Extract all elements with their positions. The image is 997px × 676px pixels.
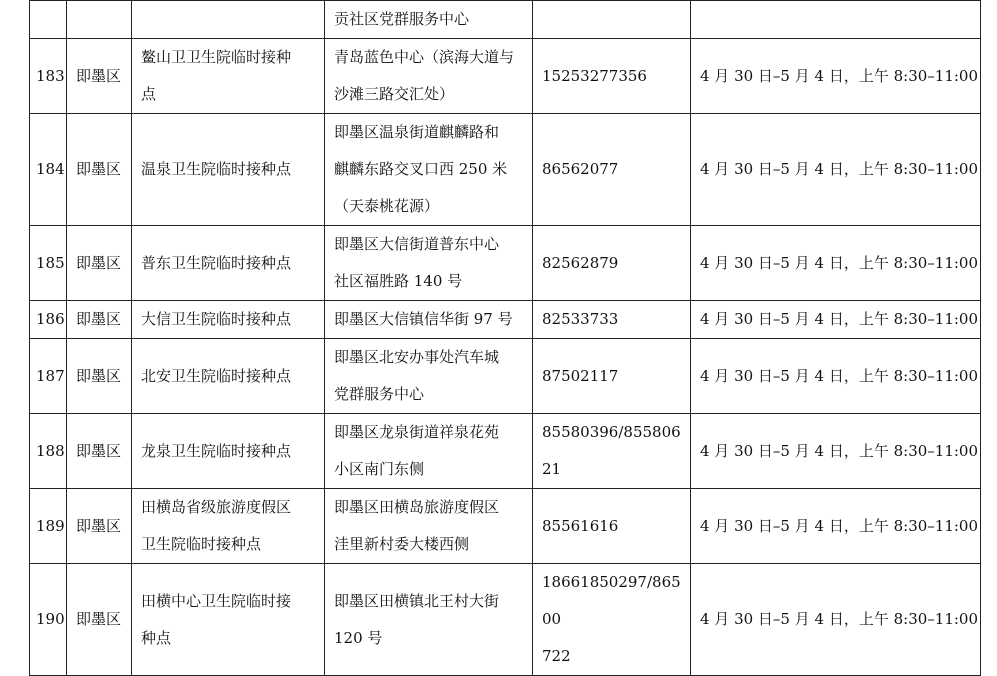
site-name-cell: 大信卫生院临时接种点 — [132, 301, 325, 339]
row-number: 183 — [30, 39, 67, 114]
site-name-cell: 温泉卫生院临时接种点 — [132, 114, 325, 226]
address-cell: 即墨区龙泉街道祥泉花苑 小区南门东侧 — [325, 414, 533, 489]
time-cell: 4 月 30 日–5 月 4 日，上午 8:30–11:00 — [691, 301, 981, 339]
row-number: 190 — [30, 564, 67, 676]
phone-cell: 87502117 — [533, 339, 691, 414]
district-cell: 即墨区 — [67, 339, 132, 414]
time-cell: 4 月 30 日–5 月 4 日，上午 8:30–11:00 — [691, 339, 981, 414]
address-cell: 即墨区田横岛旅游度假区 洼里新村委大楼西侧 — [325, 489, 533, 564]
time-cell: 4 月 30 日–5 月 4 日，上午 8:30–11:00 — [691, 226, 981, 301]
address-cell: 即墨区北安办事处汽车城 党群服务中心 — [325, 339, 533, 414]
address-cell: 即墨区温泉街道麒麟路和 麒麟东路交叉口西 250 米 （天泰桃花源） — [325, 114, 533, 226]
row-number: 189 — [30, 489, 67, 564]
table-row — [30, 339, 981, 414]
row-number: 185 — [30, 226, 67, 301]
row-number: 188 — [30, 414, 67, 489]
site-name-cell: 鳌山卫卫生院临时接种 点 — [132, 39, 325, 114]
address-cell: 即墨区大信镇信华街 97 号 — [325, 301, 533, 339]
district-cell: 即墨区 — [67, 489, 132, 564]
address-cell: 即墨区田横镇北王村大街 120 号 — [325, 564, 533, 676]
time-cell: 4 月 30 日–5 月 4 日，上午 8:30–11:00 — [691, 564, 981, 676]
site-name-cell: 田横中心卫生院临时接 种点 — [132, 564, 325, 676]
row-number — [30, 1, 67, 39]
row-number: 187 — [30, 339, 67, 414]
row-number: 186 — [30, 301, 67, 339]
site-name-cell — [132, 1, 325, 39]
phone-cell: 86562077 — [533, 114, 691, 226]
site-name-cell: 普东卫生院临时接种点 — [132, 226, 325, 301]
phone-cell: 85561616 — [533, 489, 691, 564]
site-name-cell: 北安卫生院临时接种点 — [132, 339, 325, 414]
district-cell: 即墨区 — [67, 564, 132, 676]
vaccination-sites-table — [29, 0, 981, 676]
table-row — [30, 414, 981, 489]
table-row — [30, 489, 981, 564]
row-number: 184 — [30, 114, 67, 226]
address-cell: 青岛蓝色中心（滨海大道与 沙滩三路交汇处） — [325, 39, 533, 114]
table-row — [30, 226, 981, 301]
district-cell: 即墨区 — [67, 414, 132, 489]
district-cell: 即墨区 — [67, 226, 132, 301]
table-row — [30, 564, 981, 676]
district-cell: 即墨区 — [67, 114, 132, 226]
table-row — [30, 1, 981, 39]
phone-cell: 85580396/85580621 — [533, 414, 691, 489]
district-cell — [67, 1, 132, 39]
phone-cell — [533, 1, 691, 39]
phone-cell: 82533733 — [533, 301, 691, 339]
table-row — [30, 114, 981, 226]
address-cell: 贡社区党群服务中心 — [325, 1, 533, 39]
phone-cell: 18661850297/86500 722 — [533, 564, 691, 676]
site-name-cell: 田横岛省级旅游度假区 卫生院临时接种点 — [132, 489, 325, 564]
time-cell — [691, 1, 981, 39]
district-cell: 即墨区 — [67, 39, 132, 114]
address-cell: 即墨区大信街道普东中心 社区福胜路 140 号 — [325, 226, 533, 301]
phone-cell: 82562879 — [533, 226, 691, 301]
time-cell: 4 月 30 日–5 月 4 日，上午 8:30–11:00 — [691, 114, 981, 226]
phone-cell: 15253277356 — [533, 39, 691, 114]
time-cell: 4 月 30 日–5 月 4 日，上午 8:30–11:00 — [691, 414, 981, 489]
time-cell: 4 月 30 日–5 月 4 日，上午 8:30–11:00 — [691, 39, 981, 114]
district-cell: 即墨区 — [67, 301, 132, 339]
table-row — [30, 39, 981, 114]
time-cell: 4 月 30 日–5 月 4 日，上午 8:30–11:00 — [691, 489, 981, 564]
site-name-cell: 龙泉卫生院临时接种点 — [132, 414, 325, 489]
table-row — [30, 301, 981, 339]
